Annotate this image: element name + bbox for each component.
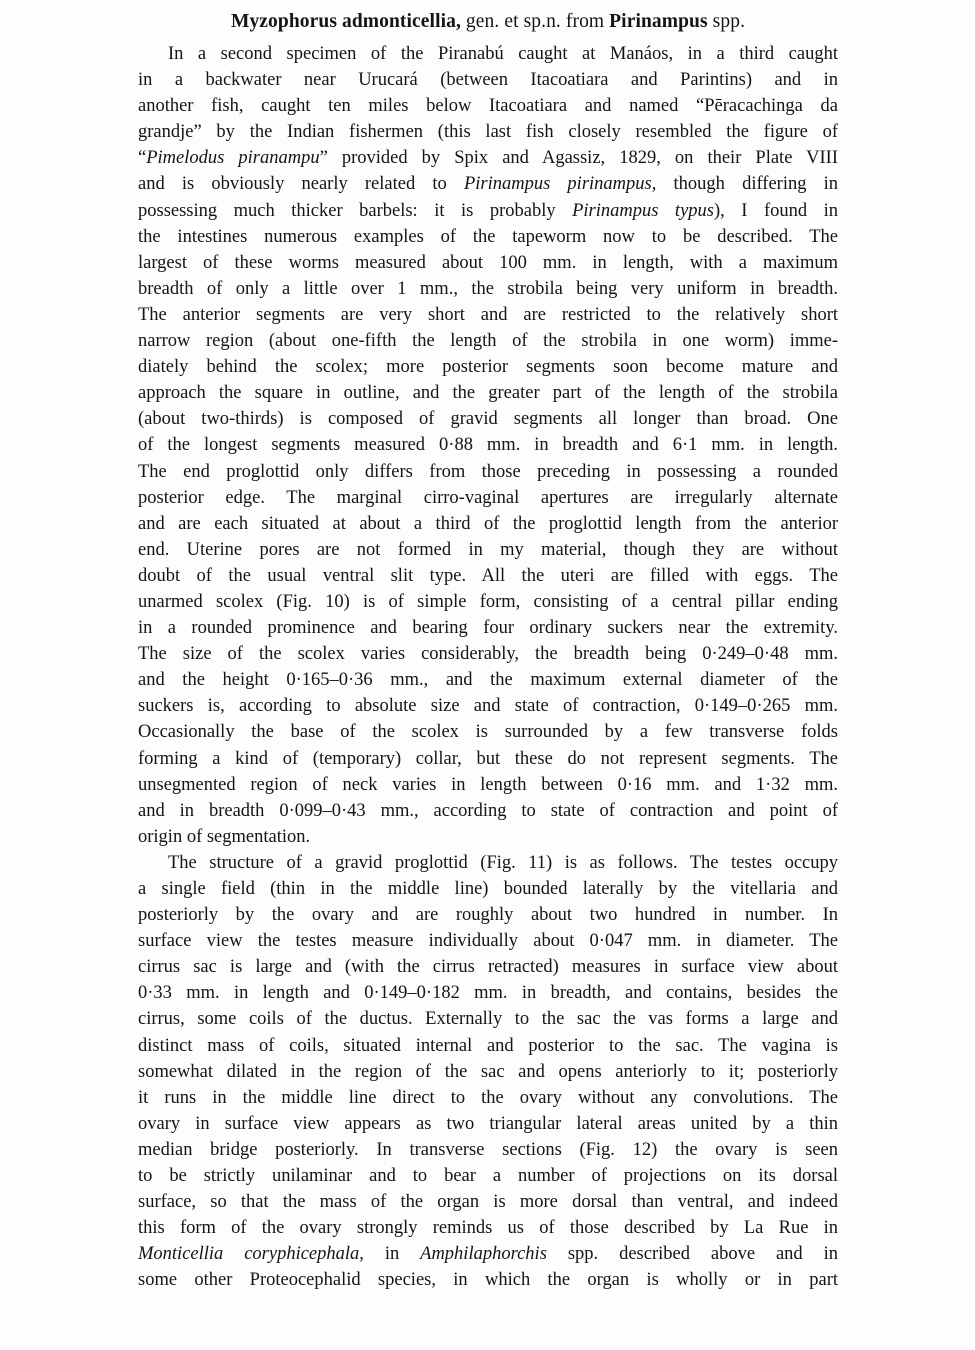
text-segment: unsegmented region of neck varies in length between 0·16 mm. and 1·32 mm.: [138, 774, 838, 795]
text-line: [138, 537, 838, 563]
text-segment: breadth of only a little over 1 mm., the strobila being very uniform in breadth.: [138, 278, 838, 299]
text-line: [138, 302, 838, 328]
text-segment: somewhat dilated in the region of the sac and opens anteriorly to it; posteriorly: [138, 1061, 838, 1082]
text-line: [138, 67, 838, 93]
text-line: [138, 485, 838, 511]
text-segment: to be strictly unilaminar and to bear a number of projections on its dorsal: [138, 1166, 838, 1187]
text-line: [138, 459, 838, 485]
text-line: [138, 145, 838, 171]
species-name: Monticellia coryphicephala: [138, 1244, 360, 1265]
text-line: [138, 876, 838, 902]
text-block: [138, 8, 838, 1294]
text-line: [138, 41, 838, 67]
text-line: [138, 1215, 838, 1241]
text-line: [138, 328, 838, 354]
text-line: [138, 850, 838, 876]
text-segment: and the height 0·165–0·36 mm., and the maximum external diameter of the: [138, 670, 838, 691]
text-segment: The anterior segments are very short and are restricted to the relatively short: [138, 304, 838, 325]
text-line: [138, 589, 838, 615]
text-segment: unarmed scolex (Fig. 10) is of simple form, consisting of a central pillar ending: [138, 591, 838, 612]
text-line: [138, 615, 838, 641]
species-name: Pirinampus pirinampus: [463, 174, 652, 195]
text-segment: this form of the ovary strongly reminds us of those described by La Rue in: [138, 1218, 838, 1239]
text-segment: Occasionally the base of the scolex is surrounded by a few transverse folds: [138, 722, 838, 743]
text-segment: grandje” by the Indian fishermen (this last fish closely resembled the figure of: [138, 122, 838, 143]
bold-text: Pirinampus: [609, 11, 708, 32]
text-segment: approach the square in outline, and the greater part of the length of the strobila: [138, 383, 838, 404]
text-segment: 0·33 mm. in length and 0·149–0·182 mm. in breadth, and contains, besides the: [138, 983, 838, 1004]
text-line: [138, 1241, 838, 1267]
text-line: [138, 224, 838, 250]
text-segment: The structure of a gravid proglottid (Fig. 11) is as follows. The testes occupy: [168, 852, 838, 873]
text-segment: in a backwater near Urucará (between Itacoatiara and Parintins) and in: [138, 70, 838, 91]
text-segment: another fish, caught ten miles below Itacoatiara and named “Pēracachinga da: [138, 96, 838, 117]
text-segment: cirrus sac is large and (with the cirrus retracted) measures in surface view about: [138, 957, 838, 978]
text-segment: in a rounded prominence and bearing four ordinary suckers near the extremity.: [138, 618, 838, 639]
text-segment: of the longest segments measured 0·88 mm. in breadth and 6·1 mm. in length.: [138, 435, 838, 456]
page-title: [138, 8, 838, 35]
text-segment: In a second specimen of the Piranabú caught at Manáos, in a third caught: [168, 44, 838, 64]
text-segment: “: [138, 148, 147, 169]
text-segment: ovary in surface view appears as two triangular lateral areas united by a thin: [138, 1113, 838, 1134]
text-segment: surface view the testes measure individually about 0·047 mm. in diameter. The: [138, 931, 838, 952]
text-segment: doubt of the usual ventral slit type. All the uteri are filled with eggs. The: [138, 565, 838, 586]
text-line: [138, 772, 838, 798]
text-segment: and is obviously nearly related to: [138, 174, 464, 195]
text-line: [138, 798, 838, 824]
text-line: [138, 250, 838, 276]
text-line: [138, 354, 838, 380]
text-line: [138, 171, 838, 197]
text-line: [138, 276, 838, 302]
text-segment: , in: [359, 1244, 421, 1265]
text-line: [138, 902, 838, 928]
text-line: [138, 1085, 838, 1111]
text-segment: ” provided by Spix and Agassiz, 1829, on their Plate VIII: [319, 148, 838, 169]
text-segment: it runs in the middle line direct to the ovary without any convolutions. The: [138, 1087, 838, 1108]
text-line: [138, 1059, 838, 1085]
text-line: [138, 1189, 838, 1215]
text-segment: gen. et sp.n. from: [460, 11, 610, 32]
text-line: [138, 380, 838, 406]
text-segment: (about two-thirds) is composed of gravid segments all longer than broad. One: [138, 409, 838, 430]
text-line: [138, 563, 838, 589]
text-line: [138, 746, 838, 772]
text-line: [138, 198, 838, 224]
text-line: [138, 511, 838, 537]
text-segment: largest of these worms measured about 100 mm. in length, with a maximum: [138, 252, 838, 273]
paragraph: [138, 850, 838, 1294]
text-segment: , though differing in: [651, 174, 839, 195]
text-segment: spp. described above and in: [546, 1244, 838, 1265]
text-segment: diately behind the scolex; more posterior segments soon become mature and: [138, 357, 838, 378]
text-segment: The size of the scolex varies considerably, the breadth being 0·249–0·48 mm.: [138, 644, 838, 665]
species-name: Pimelodus piranampu: [146, 148, 320, 169]
paragraphs: [138, 41, 838, 1294]
text-segment: median bridge posteriorly. In transverse sections (Fig. 12) the ovary is seen: [138, 1139, 838, 1160]
text-segment: and in breadth 0·099–0·43 mm., according to state of contraction and point of: [138, 800, 838, 821]
text-segment: spp.: [707, 11, 746, 32]
text-segment: origin of segmentation.: [138, 826, 311, 847]
text-line: [138, 1163, 838, 1189]
text-line: [138, 693, 838, 719]
text-segment: forming a kind of (temporary) collar, but these do not represent segments. The: [138, 748, 838, 769]
text-line: [138, 980, 838, 1006]
text-segment: cirrus, some coils of the ductus. Externally to the sac the vas forms a large and: [138, 1009, 838, 1030]
text-segment: surface, so that the mass of the organ is more dorsal than ventral, and indeed: [138, 1192, 838, 1213]
text-segment: posterior edge. The marginal cirro-vaginal apertures are irregularly alternate: [138, 487, 838, 508]
text-segment: posteriorly by the ovary and are roughly about two hundred in number. In: [138, 905, 838, 926]
text-line: [138, 667, 838, 693]
text-segment: the intestines numerous examples of the tapeworm now to be described. The: [138, 226, 838, 247]
text-line: [138, 1111, 838, 1137]
text-line: [138, 1267, 838, 1293]
text-segment: a single field (thin in the middle line) bounded laterally by the vitellaria and: [138, 879, 838, 899]
text-line: [138, 928, 838, 954]
text-line: [138, 93, 838, 119]
text-line: [138, 406, 838, 432]
species-name: Pirinampus typus: [572, 200, 714, 221]
text-segment: narrow region (about one-fifth the length of the strobila in one worm) imme-: [138, 331, 838, 352]
text-segment: some other Proteocephalid species, in which the organ is wholly or in part: [138, 1270, 838, 1291]
text-line: [138, 1006, 838, 1032]
text-line: [138, 1137, 838, 1163]
text-line: [138, 432, 838, 458]
text-segment: distinct mass of coils, situated internal and posterior to the sac. The vagina is: [138, 1035, 838, 1056]
text-line: [138, 719, 838, 745]
text-line: [138, 119, 838, 145]
text-segment: and are each situated at about a third of the proglottid length from the anterior: [138, 513, 838, 534]
text-segment: suckers is, according to absolute size and state of contraction, 0·149–0·265 mm.: [138, 696, 838, 717]
text-line: [138, 954, 838, 980]
text-segment: The end proglottid only differs from those preceding in possessing a rounded: [138, 461, 838, 482]
species-name: Amphilaphorchis: [420, 1244, 547, 1265]
text-segment: end. Uterine pores are not formed in my material, though they are without: [138, 539, 838, 560]
paragraph: [138, 41, 838, 850]
text-line: [138, 824, 838, 850]
bold-text: Myzophorus admonticellia,: [230, 11, 461, 32]
text-segment: ), I found in: [714, 200, 839, 221]
text-line: [138, 641, 838, 667]
text-line: [138, 1033, 838, 1059]
text-segment: possessing much thicker barbels: it is probably: [138, 200, 573, 221]
